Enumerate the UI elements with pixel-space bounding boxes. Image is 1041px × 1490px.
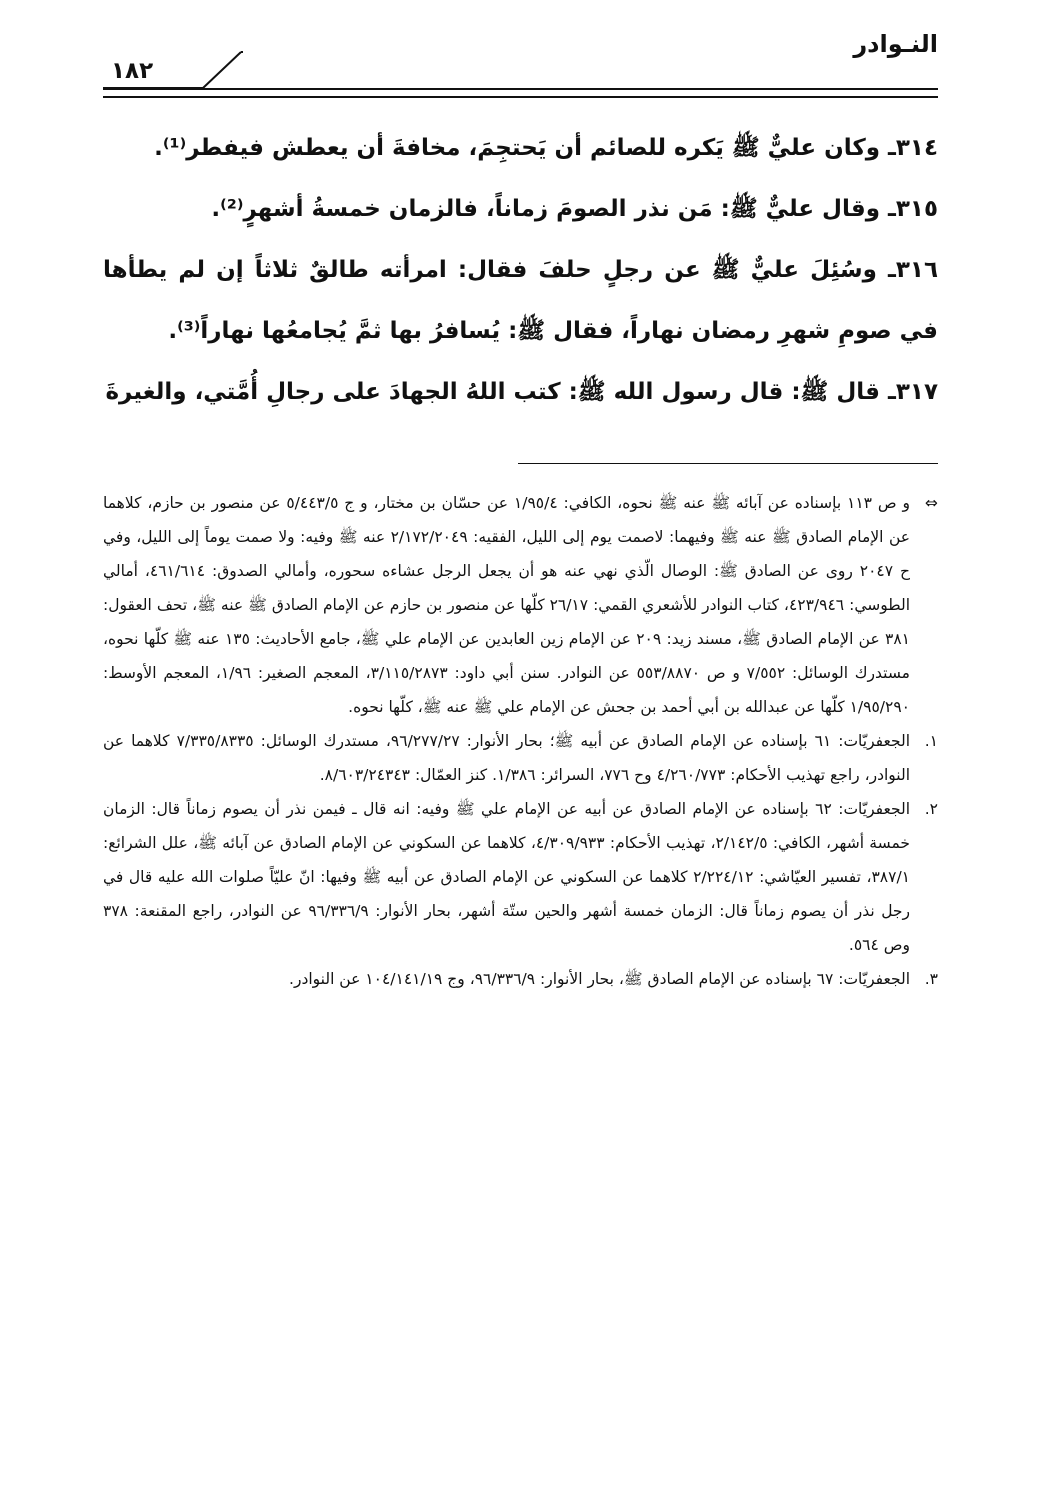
continuation-mark: ⇔ (925, 494, 938, 512)
footnote-3 (103, 962, 938, 996)
footnote-text: و ص ١١٣ بإسناده عن آبائه ﷺ عنه ﷺ نحوه، الكافي: ١/٩٥/٤ عن حسّان بن مختار، و ج ٥/٤٤٣/٥ عن منصور بن حازم، كلاهما عن الإمام الصادق ﷺ عنه ﷺ وفيهما: لاصمت يوم إلى الليل، الفقيه: ٢/١٧٢/٢٠٤٩ عنه ﷺ وفيه: ولا صمت يوماً إلى الليل، وفي ح ٢٠٤٧ روى عن الصادق ﷺ: الوصال الّذي نهي عنه هو أن يجعل الرجل عشاءه سحوره، وأمالي الصدوق: ٤٦١/٦١٤، أمالي الطوسي: ٤٢٣/٩٤٦، كتاب النوادر للأشعري القمي: ٢٦/١٧ كلّها عن منصور بن حازم عن الإمام الصادق ﷺ عنه ﷺ، تحف العقول: ٣٨١ عن الإمام الصادق ﷺ، مسند زيد: ٢٠٩ عن الإمام زين العابدين عن الإمام علي ﷺ، جامع الأحاديث: ١٣٥ عنه ﷺ كلّها نحوه، مستدرك الوسائل: ٧/٥٥٢ و ص ٥٥٣/٨٨٧٠ عن النوادر. سنن أبي داود: ٣/١١٥/٢٨٧٣، المعجم الصغير: ١/٩٦، المعجم الأوسط: ١/٩٥/٢٩٠ كلّها عن عبدالله بن أبي أحمد بن جحش عن الإمام علي ﷺ عنه ﷺ، كلّها نحوه. (103, 494, 910, 716)
entry-317: ٣١٧ـ قال ﷺ: قال رسول الله ﷺ: كتب اللهُ الجهادَ على رجالِ أُمَّتي، والغيرةَ (105, 379, 938, 405)
header-rule (103, 88, 938, 98)
footnote-text: الجعفريّات: ٦٢ بإسناده عن الإمام الصادق عن أبيه عن الإمام علي ﷺ وفيه: انه قال ـ فيمن نذر أن يصوم زماناً قال: الزمان خمسة أشهر، الكافي: ٢/١٤٢/٥، تهذيب الأحكام: ٤/٣٠٩/٩٣٣، كلاهما عن السكوني عن الإمام الصادق عن آبائه ﷺ، علل الشرائع: ٣٨٧/١، تفسير العيّاشي: ٢/٢٢٤/١٢ كلاهما عن السكوني عن الإمام الصادق عن أبيه ﷺ وفيها: انّ عليّاً صلوات الله عليه قال في رجل نذر أن يصوم زماناً قال: الزمان خمسة أشهر والحين ستّة أشهر، بحار الأنوار: ٩٦/٣٣٦/٩ عن النوادر، راجع المقنعة: ٣٧٨ وص ٥٦٤. (103, 800, 911, 954)
footnote-continued (103, 486, 938, 724)
footnote-1 (103, 724, 938, 792)
footnotes (103, 486, 938, 996)
footnote-separator (518, 463, 938, 464)
footnote-text: الجعفريّات: ٦٧ بإسناده عن الإمام الصادق ﷺ، بحار الأنوار: ٩٦/٣٣٦/٩، وج ١٠٤/١٤١/١٩ عن النوادر. (289, 970, 910, 988)
footnote-text: الجعفريّات: ٦١ بإسناده عن الإمام الصادق عن أبيه ﷺ؛ بحار الأنوار: ٩٦/٢٧٧/٢٧، مستدرك الوسائل: ٧/٣٣٥/٨٣٣٥ كلاهما عن النوادر، راجع تهذيب الأحكام: ٤/٢٦٠/٧٧٣ وح ٧٧٦، السرائر: ١/٣٨٦. كنز العمّال: ٨/٦٠٣/٢٤٣٤٣. (103, 732, 910, 784)
entry-316: ٣١٦ـ وسُئِلَ عليٌّ ﷺ عن رجلٍ حلفَ فقال: امرأته طالقٌ ثلاثاً إن لم يطأها في صومِ شهرِ رمضان نهاراً، فقال ﷺ: يُسافرُ بها ثمَّ يُجامعُها نهاراً⁽³⁾. (103, 257, 938, 344)
running-title: النـوادر (853, 30, 938, 58)
footnote-2 (103, 792, 938, 962)
page-number: ١٨٢ (111, 58, 154, 84)
main-text (103, 118, 938, 423)
footnote-number: ٣. (924, 970, 938, 988)
footnote-number: ٢. (924, 800, 938, 818)
entry-314: ٣١٤ـ وكان عليٌّ ﷺ يَكره للصائم أن يَحتجِمَ، مخافةَ أن يعطش فيفطر⁽¹⁾. (154, 135, 938, 161)
page-header (103, 28, 938, 98)
entry-315: ٣١٥ـ وقال عليٌّ ﷺ: مَن نذر الصومَ زماناً، فالزمان خمسةُ أشهرٍ⁽²⁾. (211, 196, 938, 222)
footnote-number: ١. (924, 732, 938, 750)
